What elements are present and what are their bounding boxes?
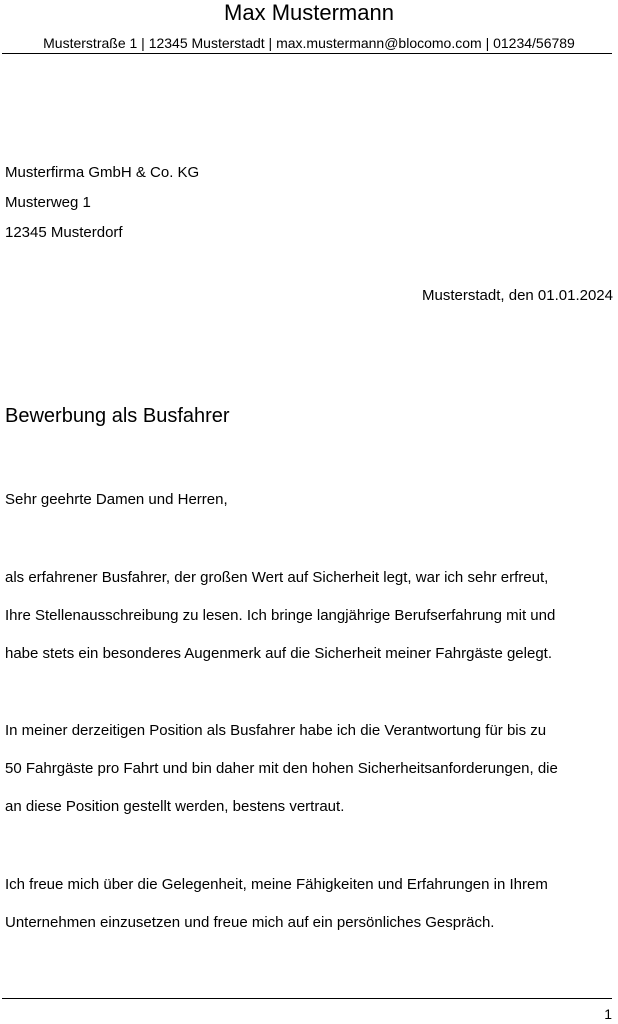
page-number: 1 [604, 1006, 612, 1022]
letter-subject: Bewerbung als Busfahrer [5, 405, 230, 427]
paragraph-line: In meiner derzeitigen Position als Busfahrer habe ich die Verantwortung für bis zu [5, 722, 547, 739]
paragraph-line: 50 Fahrgäste pro Fahrt und bin daher mit den hohen Sicherheitsanforderungen, die [5, 760, 558, 777]
header-divider [2, 53, 612, 54]
sender-contact-line: Musterstraße 1 | 12345 Musterstadt | max.mustermann@blocomo.com | 01234/56789 [43, 35, 575, 51]
footer-divider [2, 998, 612, 999]
recipient-city: 12345 Musterdorf [5, 224, 123, 241]
body-paragraph-1 [5, 559, 617, 673]
body-paragraph-2 [5, 712, 617, 826]
paragraph-line: an diese Position gestellt werden, bestens vertraut. [5, 798, 345, 815]
place-and-date: Musterstadt, den 01.01.2024 [422, 287, 613, 304]
recipient-street: Musterweg 1 [5, 194, 91, 211]
paragraph-line: habe stets ein besonderes Augenmerk auf die Sicherheit meiner Fahrgäste gelegt. [5, 645, 553, 662]
body-paragraph-3 [5, 866, 617, 942]
recipient-company: Musterfirma GmbH & Co. KG [5, 164, 200, 181]
sender-name: Max Mustermann [224, 0, 394, 25]
salutation: Sehr geehrte Damen und Herren, [5, 491, 228, 508]
paragraph-line: Ich freue mich über die Gelegenheit, meine Fähigkeiten und Erfahrungen in Ihrem [5, 876, 548, 893]
paragraph-line: als erfahrener Busfahrer, der großen Wert auf Sicherheit legt, war ich sehr erfreut, [5, 569, 549, 586]
paragraph-line: Unternehmen einzusetzen und freue mich auf ein persönliches Gespräch. [5, 914, 495, 931]
paragraph-line: Ihre Stellenausschreibung zu lesen. Ich bringe langjährige Berufserfahrung mit und [5, 607, 556, 624]
recipient-address [5, 158, 199, 248]
